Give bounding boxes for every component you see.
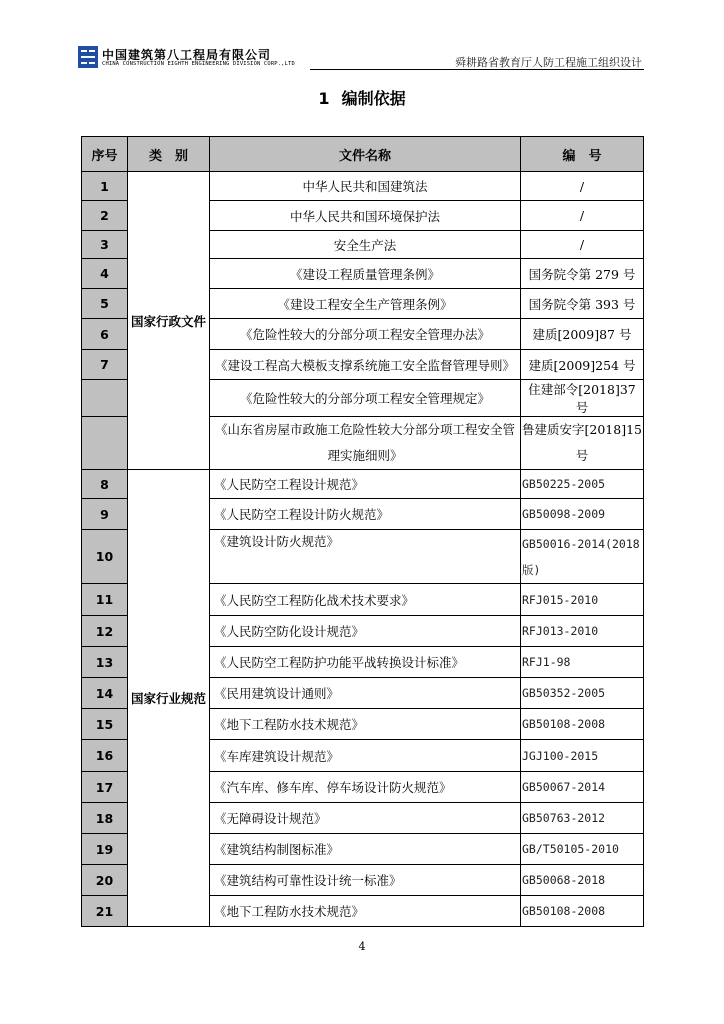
row-no: 19 (82, 834, 128, 865)
row-no: 20 (82, 865, 128, 896)
file-code: GB50352-2005 (521, 678, 644, 709)
row-no: 9 (82, 499, 128, 530)
row-no: 6 (82, 319, 128, 350)
file-name: 《建设工程安全生产管理条例》 (210, 289, 521, 319)
row-no: 12 (82, 616, 128, 647)
row-no: 10 (82, 530, 128, 584)
header-category: 类 别 (128, 137, 210, 172)
file-code: / (521, 201, 644, 231)
file-code: JGJ100-2015 (521, 740, 644, 772)
row-no: 3 (82, 231, 128, 259)
page-number: 4 (358, 940, 366, 953)
file-code: GB50108-2008 (521, 709, 644, 740)
file-code: GB50225-2005 (521, 470, 644, 499)
table-row (82, 470, 644, 499)
file-name: 《无障碍设计规范》 (210, 803, 521, 834)
company-logo-icon (78, 46, 98, 68)
file-name: 《建设工程高大模板支撑系统施工安全监督管理导则》 (210, 350, 521, 380)
file-code: / (521, 231, 644, 259)
file-code (521, 530, 644, 584)
file-name: 《人民防空防化设计规范》 (210, 616, 521, 647)
file-name: 《车库建筑设计规范》 (210, 740, 521, 772)
row-no: 18 (82, 803, 128, 834)
file-name: 安全生产法 (210, 231, 521, 259)
header-no: 序号 (82, 137, 128, 172)
row-no: 11 (82, 584, 128, 616)
file-name: 《人民防空工程防护功能平战转换设计标准》 (210, 647, 521, 678)
section-heading (0, 86, 724, 109)
company-name-cn: 中国建筑第八工程局有限公司 (102, 48, 272, 62)
row-no: 16 (82, 740, 128, 772)
row-no: 8 (82, 470, 128, 499)
file-code: GB50067-2014 (521, 772, 644, 803)
header-file-name: 文件名称 (210, 137, 521, 172)
file-code-line: 版) (522, 562, 541, 577)
file-code (521, 417, 644, 470)
table-header-row (82, 137, 644, 172)
file-code: GB50098-2009 (521, 499, 644, 530)
file-code: / (521, 172, 644, 201)
file-name: 《建筑结构制图标准》 (210, 834, 521, 865)
file-name: 《建筑结构可靠性设计统一标准》 (210, 865, 521, 896)
row-no (82, 417, 128, 470)
file-name-line: 《山东省房屋市政施工危险性较大分部分项工程安全管 (214, 422, 515, 437)
file-code: RFJ015-2010 (521, 584, 644, 616)
file-name: 《地下工程防水技术规范》 (210, 896, 521, 927)
file-name: 《地下工程防水技术规范》 (210, 709, 521, 740)
file-name-line: 理实施细则》 (327, 448, 403, 463)
row-no: 1 (82, 172, 128, 201)
file-name: 《人民防空工程设计防火规范》 (210, 499, 521, 530)
row-no (82, 380, 128, 417)
header-divider (310, 69, 644, 70)
file-code: GB50068-2018 (521, 865, 644, 896)
file-code: GB50108-2008 (521, 896, 644, 927)
row-no: 7 (82, 350, 128, 380)
file-code: 建质[2009]254 号 (521, 350, 644, 380)
file-name: 《人民防空工程设计规范》 (210, 470, 521, 499)
category-cell: 国家行政文件 (128, 172, 210, 470)
file-name (210, 417, 521, 470)
row-no: 17 (82, 772, 128, 803)
section-title: 编制依据 (341, 89, 406, 108)
file-name: 《建筑设计防火规范》 (210, 530, 521, 584)
row-no: 2 (82, 201, 128, 231)
file-code: 建质[2009]87 号 (521, 319, 644, 350)
row-no: 13 (82, 647, 128, 678)
row-no: 5 (82, 289, 128, 319)
row-no: 15 (82, 709, 128, 740)
file-code-line: 鲁建质安字[2018]15 (522, 422, 642, 437)
file-code: GB50763-2012 (521, 803, 644, 834)
row-no: 14 (82, 678, 128, 709)
basis-table (81, 136, 644, 927)
file-code: RFJ013-2010 (521, 616, 644, 647)
file-code: GB/T50105-2010 (521, 834, 644, 865)
category-cell: 国家行业规范 (128, 470, 210, 927)
company-name-en: CHINA CONSTRUCTION EIGHTH ENGINEERING DIVISION CORP.,LTD (102, 61, 295, 67)
file-name: 《人民防空工程防化战术技术要求》 (210, 584, 521, 616)
document-title: 舜耕路省教育厅人防工程施工组织设计 (455, 56, 642, 69)
header-code: 编 号 (521, 137, 644, 172)
file-code: RFJ1-98 (521, 647, 644, 678)
table-row (82, 172, 644, 201)
section-number: 1 (318, 89, 330, 108)
file-code: 国务院令第 393 号 (521, 289, 644, 319)
row-no: 4 (82, 259, 128, 289)
file-name: 《民用建筑设计通则》 (210, 678, 521, 709)
file-name: 中华人民共和国环境保护法 (210, 201, 521, 231)
page-header (78, 44, 644, 72)
row-no: 21 (82, 896, 128, 927)
file-code-line: GB50016-2014(2018 (522, 536, 640, 551)
file-name: 中华人民共和国建筑法 (210, 172, 521, 201)
file-code-line: 号 (575, 448, 589, 463)
file-name: 《汽车库、修车库、停车场设计防火规范》 (210, 772, 521, 803)
file-code: 住建部令[2018]37 号 (521, 380, 644, 417)
file-code: 国务院令第 279 号 (521, 259, 644, 289)
file-name: 《危险性较大的分部分项工程安全管理规定》 (210, 380, 521, 417)
file-name: 《危险性较大的分部分项工程安全管理办法》 (210, 319, 521, 350)
file-name: 《建设工程质量管理条例》 (210, 259, 521, 289)
